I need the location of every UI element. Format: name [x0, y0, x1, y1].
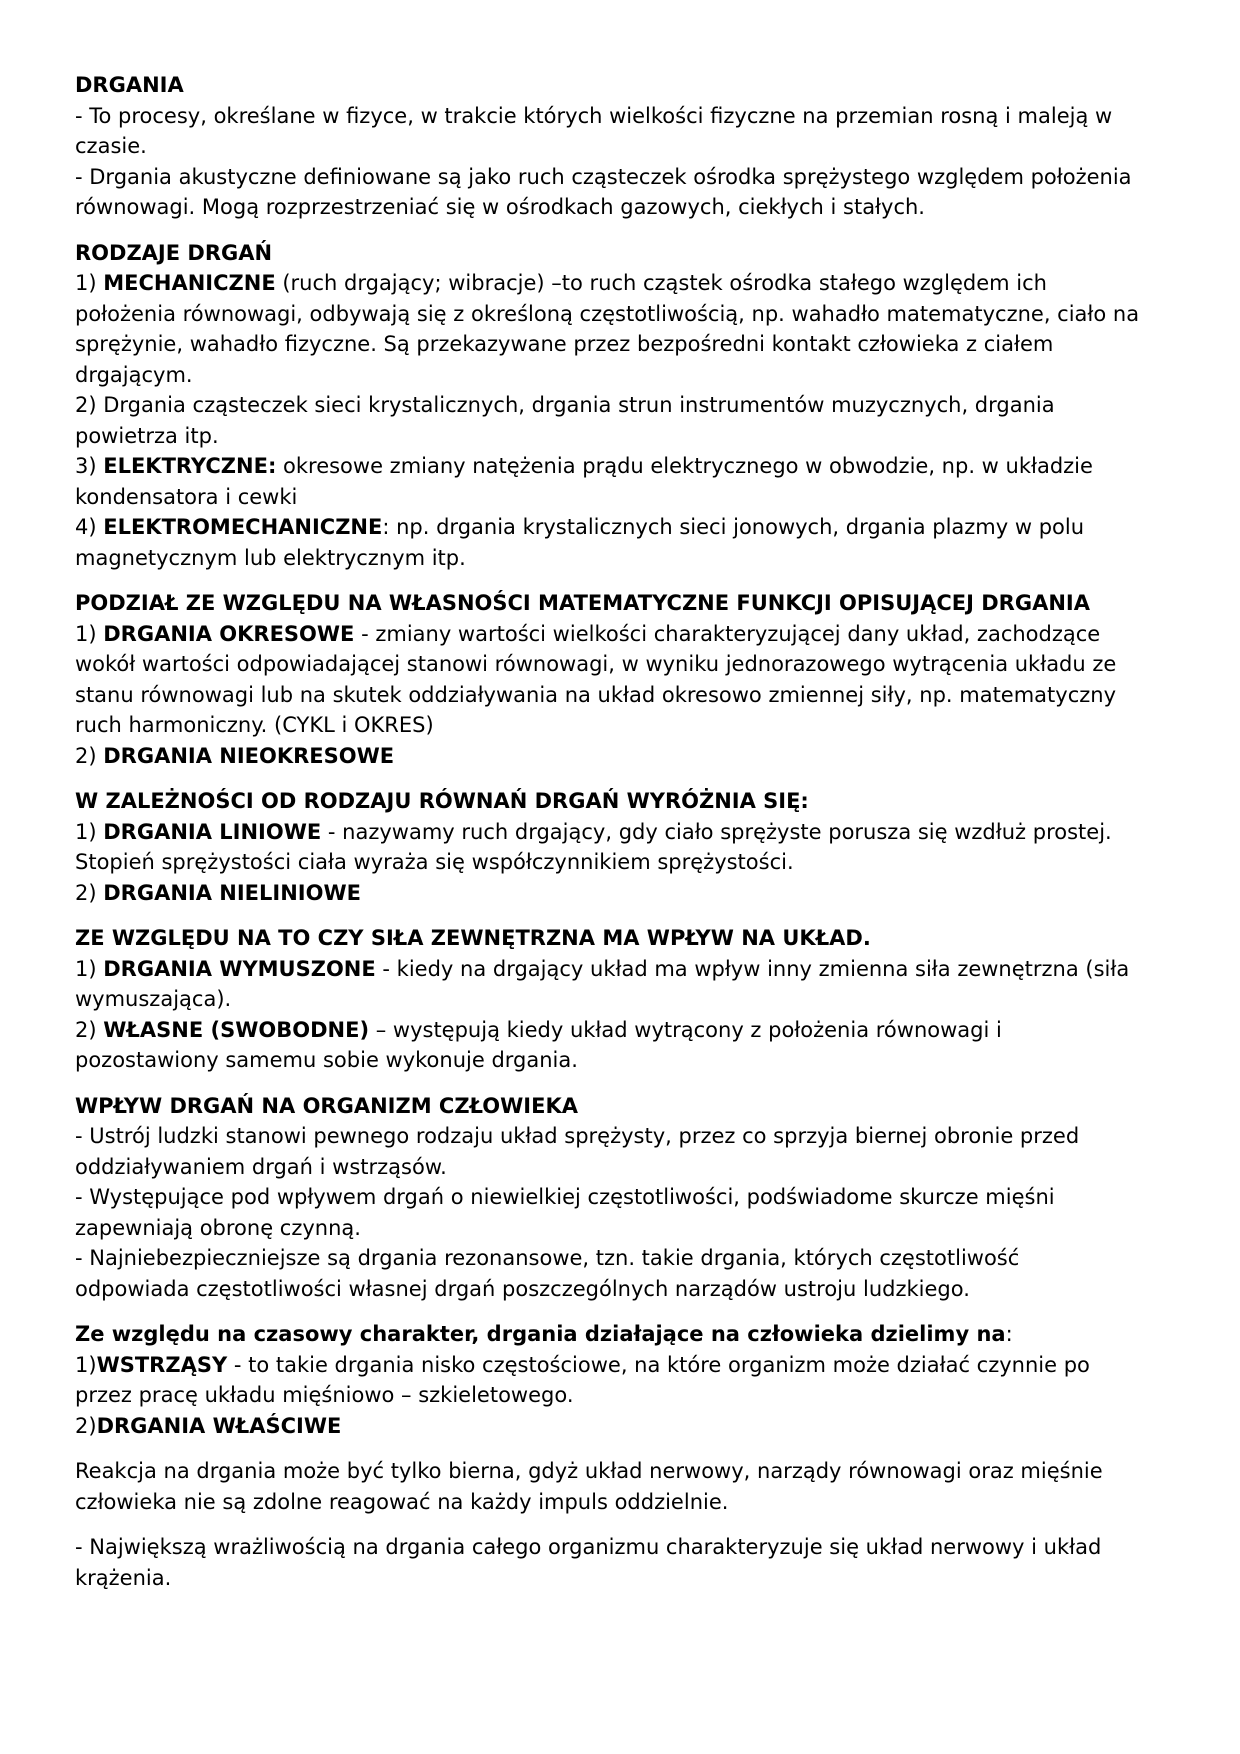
- list-item: [75, 817, 1140, 878]
- list-item: [75, 268, 1140, 390]
- section-heading: ZE WZGLĘDU NA TO CZY SIŁA ZEWNĘTRZNA MA WPŁYW NA UKŁAD.: [75, 926, 871, 950]
- item-number: 4): [75, 515, 104, 539]
- paragraph: - Największą wrażliwością na drgania całego organizmu charakteryzuje się układ nerwowy i układ krążenia.: [75, 1535, 1102, 1590]
- list-item: [75, 954, 1140, 1015]
- item-text: - kiedy na drgający układ ma wpływ inny zmienna siła zewnętrzna (siła wymuszająca).: [75, 956, 1130, 1011]
- item-number: 1): [75, 819, 104, 844]
- item-number: 2): [75, 743, 104, 768]
- section-wrazliwosc: [75, 1532, 1140, 1593]
- item-number: 1): [75, 956, 104, 981]
- list-item: [75, 1015, 1140, 1076]
- heading-text: Ze względu na czasowy charakter, drgania działające na człowieka dzielimy na: [75, 1322, 1006, 1346]
- item-number: 2): [75, 880, 104, 905]
- section-heading: W ZALEŻNOŚCI OD RODZAJU RÓWNAŃ DRGAŃ WYRÓŻNIA SIĘ:: [75, 789, 809, 813]
- item-term: WŁASNE (SWOBODNE): [103, 1017, 370, 1042]
- item-term: MECHANICZNE: [103, 271, 276, 295]
- item-term: DRGANIA LINIOWE: [103, 819, 322, 844]
- section-wplyw: [75, 1091, 1140, 1305]
- paragraph: - Występujące pod wpływem drgań o niewielkiej częstotliwości, podświadome skurcze mięśni zapewniają obronę czynną.: [75, 1185, 1055, 1240]
- paragraph: - Ustrój ludzki stanowi pewnego rodzaju układ sprężysty, przez co sprzyja biernej obronie przed oddziaływaniem drgań i wstrząsów.: [75, 1124, 1080, 1179]
- list-item: [75, 1411, 1140, 1442]
- item-term: DRGANIA NIELINIOWE: [103, 880, 361, 905]
- section-rodzaje-drgan: [75, 238, 1140, 574]
- item-text: – występują kiedy układ wytrącony z położenia równowagi i pozostawiony samemu sobie wykonuje drgania.: [75, 1017, 1002, 1072]
- list-item: [75, 1350, 1140, 1411]
- item-text: 2) Drgania cząsteczek sieci krystalicznych, drgania strun instrumentów muzycznych, drgania powietrza itp.: [75, 393, 1055, 448]
- item-number: 1): [75, 621, 104, 646]
- item-term: DRGANIA NIEOKRESOWE: [103, 743, 395, 768]
- heading-tail: :: [1005, 1322, 1013, 1346]
- section-heading: [75, 1319, 1140, 1350]
- section-drgania: [75, 70, 1140, 223]
- item-number: 3): [75, 454, 104, 478]
- item-text: okresowe zmiany natężenia prądu elektrycznego w obwodzie, np. w układzie kondensatora i cewki: [75, 454, 1093, 509]
- list-item: [75, 390, 1140, 451]
- paragraph: - Najniebezpieczniejsze są drgania rezonansowe, tzn. takie drgania, których częstotliwość odpowiada częstotliwości własnej drgań poszczególnych narządów ustroju ludzkiego.: [75, 1246, 1020, 1301]
- section-heading: PODZIAŁ ZE WZGLĘDU NA WŁASNOŚCI MATEMATYCZNE FUNKCJI OPISUJĄCEJ DRGANIA: [75, 591, 1090, 615]
- item-term: ELEKTROMECHANICZNE: [103, 515, 383, 539]
- item-number: 1): [75, 1352, 97, 1377]
- section-czasowy-charakter: [75, 1319, 1140, 1441]
- item-term: ELEKTRYCZNE:: [103, 454, 277, 478]
- section-reakcja: [75, 1456, 1140, 1517]
- list-item: [75, 451, 1140, 512]
- item-term: DRGANIA OKRESOWE: [103, 621, 355, 646]
- section-heading: RODZAJE DRGAŃ: [75, 240, 273, 265]
- item-number: 2): [75, 1413, 97, 1438]
- paragraph: Reakcja na drgania może być tylko bierna, gdyż układ nerwowy, narządy równowagi oraz mięśnie człowieka nie są zdolne reagować na każdy impuls oddzielnie.: [75, 1459, 1103, 1514]
- item-term: DRGANIA WYMUSZONE: [103, 956, 376, 981]
- item-text: - zmiany wartości wielkości charakteryzującej dany układ, zachodzące wokół wartości odpowiadającej stanowi równowagi, w wyniku jednorazowego wytrącenia układu ze stanu równowagi lub na skutek oddziaływania na układ okresowo zmiennej siły, np. matematyczny ruch harmoniczny. (CYKL i OKRES): [75, 621, 1117, 737]
- item-text: - to takie drgania nisko częstościowe, na które organizm może działać czynnie po przez pracę układu mięśniowo – szkieletowego.: [75, 1352, 1090, 1407]
- section-heading: WPŁYW DRGAŃ NA ORGANIZM CZŁOWIEKA: [75, 1093, 578, 1118]
- list-item: [75, 878, 1140, 909]
- section-sila-zewnetrzna: [75, 923, 1140, 1076]
- paragraph: - To procesy, określane w fizyce, w trakcie których wielkości fizyczne na przemian rosną i maleją w czasie.: [75, 103, 1113, 158]
- list-item: [75, 741, 1140, 772]
- item-term: DRGANIA WŁAŚCIWE: [96, 1413, 342, 1438]
- section-rownania: [75, 786, 1140, 908]
- list-item: [75, 619, 1140, 741]
- paragraph: - Drgania akustyczne definiowane są jako ruch cząsteczek ośrodka sprężystego względem położenia równowagi. Mogą rozprzestrzeniać się w ośrodkach gazowych, ciekłych i stałych.: [75, 164, 1132, 219]
- section-heading: DRGANIA: [75, 73, 184, 97]
- item-term: WSTRZĄSY: [96, 1352, 228, 1377]
- item-text: (ruch drgający; wibracje) –to ruch cząstek ośrodka stałego względem ich położenia równowagi, odbywają się z określoną częstotliwością, np. wahadło matematyczne, ciało na sprężynie, wahadło fizyczne. Są przekazywane przez bezpośredni kontakt człowieka z ciałem drgającym.: [75, 271, 1140, 387]
- item-text: - nazywamy ruch drgający, gdy ciało sprężyste porusza się wzdłuż prostej. Stopień sprężystości ciała wyraża się współczynnikiem sprężystości.: [75, 819, 1112, 874]
- item-number: 2): [75, 1017, 104, 1042]
- item-number: 1): [75, 271, 104, 295]
- item-text: : np. drgania krystalicznych sieci jonowych, drgania plazmy w polu magnetycznym lub elektrycznym itp.: [75, 515, 1085, 570]
- list-item: [75, 512, 1140, 573]
- section-podzial: [75, 588, 1140, 771]
